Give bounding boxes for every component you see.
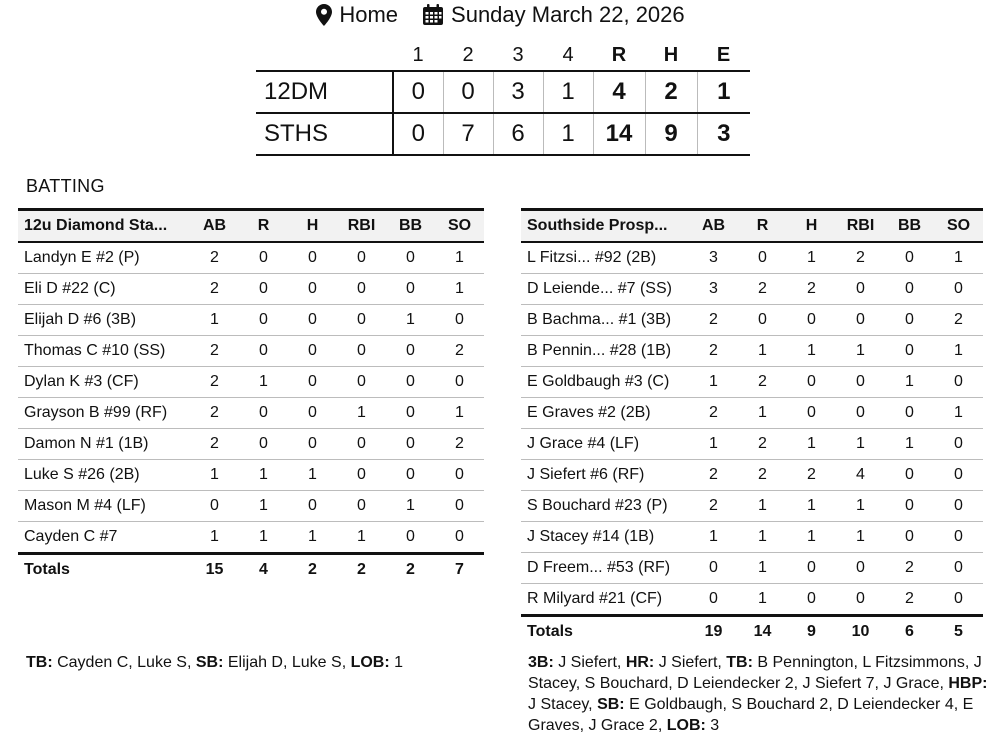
totals-label: Totals [527, 623, 573, 640]
stat-cell: 2 [905, 590, 914, 607]
batter-name: D Freem... #53 (RF) [527, 559, 671, 576]
stat-cell: 1 [856, 528, 865, 545]
col-header: H [805, 217, 818, 234]
inning-score: 0 [393, 71, 443, 113]
batter-row [521, 367, 983, 398]
stat-cell: 1 [807, 528, 816, 545]
stat-cell: 0 [308, 311, 317, 328]
total-cell: 5 [954, 623, 963, 640]
stat-cell: 0 [357, 311, 366, 328]
stat-cell: 1 [954, 404, 963, 421]
stat-cell: 1 [905, 435, 914, 452]
stat-cell: 1 [308, 528, 317, 545]
stat-cell: 0 [954, 559, 963, 576]
stat-cell: 0 [905, 311, 914, 328]
stat-cell: 0 [856, 404, 865, 421]
batter-name: Dylan K #3 (CF) [24, 373, 139, 390]
stat-cell: 1 [259, 373, 268, 390]
stat-cell: 1 [758, 559, 767, 576]
stat-cell: 2 [455, 435, 464, 452]
stat-cell: 0 [406, 528, 415, 545]
total-cell: 7 [455, 561, 464, 578]
note-text: Cayden C, Luke S, [52, 654, 196, 671]
stat-cell: 0 [905, 497, 914, 514]
batter-name: E Goldbaugh #3 (C) [527, 373, 670, 390]
stat-cell: 2 [455, 342, 464, 359]
stat-cell: 1 [210, 528, 219, 545]
away-batting-table [18, 208, 484, 585]
inning-header: 1 [412, 43, 424, 66]
col-header: R [756, 217, 769, 234]
team-name: STHS [256, 113, 393, 155]
stat-cell: 1 [856, 342, 865, 359]
stat-cell: 1 [856, 497, 865, 514]
errors-total: 3 [717, 120, 731, 147]
note-label: HBP: [948, 675, 988, 692]
stat-cell: 4 [856, 466, 865, 483]
batter-row [18, 522, 484, 554]
note-text: 3 [705, 717, 720, 734]
batter-row [521, 274, 983, 305]
batter-row [521, 336, 983, 367]
stat-cell: 0 [406, 249, 415, 266]
stat-cell: 0 [406, 373, 415, 390]
stat-cell: 0 [357, 497, 366, 514]
note-label: SB: [597, 696, 625, 713]
total-cell: 2 [357, 561, 366, 578]
batter-row [521, 460, 983, 491]
stat-cell: 1 [807, 342, 816, 359]
stat-cell: 0 [856, 280, 865, 297]
stat-cell: 1 [758, 342, 767, 359]
stat-cell: 2 [807, 466, 816, 483]
stat-cell: 1 [357, 404, 366, 421]
total-cell: 15 [205, 561, 224, 578]
line-score-corner [256, 40, 393, 71]
note-text: B Pennington, L Fitzsimmons, J Stacey, S Bouchard, D Leiendecker 2, J Siefert 7, J Grace, [528, 654, 982, 692]
stat-cell: 2 [709, 466, 718, 483]
stat-cell: 0 [455, 373, 464, 390]
stat-cell: 2 [758, 373, 767, 390]
stat-cell: 0 [259, 342, 268, 359]
location-group [316, 2, 398, 28]
stat-cell: 0 [807, 590, 816, 607]
batter-row [521, 305, 983, 336]
stat-cell: 0 [406, 466, 415, 483]
team-header: 12u Diamond Sta... [24, 217, 168, 234]
note-label: LOB: [666, 717, 706, 734]
note-text: E Goldbaugh, S Bouchard 2, D Leiendecker 4, E Graves, J Grace 2, [528, 696, 974, 734]
stat-cell: 0 [807, 311, 816, 328]
batter-name: Eli D #22 (C) [24, 280, 116, 297]
stat-cell: 0 [905, 249, 914, 266]
batter-row [521, 584, 983, 616]
batter-row [18, 491, 484, 522]
stat-cell: 0 [954, 528, 963, 545]
stat-cell: 0 [406, 435, 415, 452]
batter-row [18, 398, 484, 429]
stat-cell: 0 [954, 497, 963, 514]
stat-cell: 0 [308, 249, 317, 266]
batter-row [18, 336, 484, 367]
stat-cell: 2 [210, 435, 219, 452]
stat-cell: 0 [905, 404, 914, 421]
col-header: R [257, 217, 270, 234]
stat-cell: 0 [259, 404, 268, 421]
stat-cell: 1 [357, 528, 366, 545]
stat-cell: 3 [709, 249, 718, 266]
inning-header: 2 [462, 43, 474, 66]
batter-name: J Stacey #14 (1B) [527, 528, 655, 545]
runs-total: 4 [593, 71, 645, 113]
total-cell: 19 [704, 623, 723, 640]
stat-cell: 0 [455, 528, 464, 545]
stat-cell: 0 [406, 342, 415, 359]
inning-score: 1 [561, 78, 575, 105]
runs-header: R [611, 43, 627, 66]
col-header: SO [447, 217, 472, 234]
stat-cell: 1 [210, 466, 219, 483]
note-label: TB: [726, 654, 753, 671]
col-header: RBI [347, 217, 376, 234]
game-header [0, 0, 1001, 30]
stat-cell: 0 [259, 249, 268, 266]
runs-total: 14 [593, 113, 645, 155]
stat-cell: 2 [210, 280, 219, 297]
stat-cell: 2 [758, 466, 767, 483]
stat-cell: 2 [210, 249, 219, 266]
batter-name: E Graves #2 (2B) [527, 404, 651, 421]
stat-cell: 0 [758, 249, 767, 266]
batting-header-row [521, 210, 983, 243]
stat-cell: 2 [954, 311, 963, 328]
errors-header: E [716, 43, 731, 66]
total-cell: 4 [259, 561, 268, 578]
totals-row [18, 554, 484, 586]
stat-cell: 3 [709, 280, 718, 297]
inning-score: 6 [493, 113, 543, 155]
col-header: RBI [846, 217, 875, 234]
stat-cell: 0 [807, 559, 816, 576]
stat-cell: 0 [259, 311, 268, 328]
total-cell: 2 [308, 561, 317, 578]
stat-cell: 0 [259, 280, 268, 297]
team-name: 12DM [256, 71, 393, 113]
stat-cell: 0 [357, 373, 366, 390]
stat-cell: 2 [709, 497, 718, 514]
line-score-table [256, 40, 750, 156]
stat-cell: 0 [210, 497, 219, 514]
stat-cell: 0 [709, 559, 718, 576]
stat-cell: 0 [406, 280, 415, 297]
stat-cell: 0 [357, 249, 366, 266]
stat-cell: 1 [259, 497, 268, 514]
stat-cell: 2 [905, 559, 914, 576]
col-header: H [306, 217, 319, 234]
col-header: BB [897, 217, 922, 234]
stat-cell: 2 [709, 404, 718, 421]
stat-cell: 1 [758, 404, 767, 421]
map-pin-icon [316, 4, 332, 26]
total-cell: 10 [851, 623, 870, 640]
inning-header: 3 [512, 43, 524, 66]
batter-name: B Pennin... #28 (1B) [527, 342, 672, 359]
total-cell: 14 [753, 623, 772, 640]
batter-name: Damon N #1 (1B) [24, 435, 149, 452]
hits-total: 2 [645, 71, 697, 113]
batting-header-row [18, 210, 484, 243]
batter-name: B Bachma... #1 (3B) [527, 311, 672, 328]
hits-total: 9 [645, 113, 697, 155]
stat-cell: 0 [954, 590, 963, 607]
stat-cell: 0 [357, 280, 366, 297]
note-text: J Stacey, [528, 696, 598, 713]
totals-label: Totals [24, 561, 70, 578]
stat-cell: 0 [308, 435, 317, 452]
batter-name: Mason M #4 (LF) [24, 497, 146, 514]
note-label: SB: [195, 654, 224, 671]
batter-row [521, 398, 983, 429]
location-text: Home [339, 2, 399, 27]
stat-cell: 0 [455, 311, 464, 328]
batting-title: BATTING [26, 176, 105, 196]
stat-cell: 2 [758, 280, 767, 297]
stat-cell: 1 [709, 373, 718, 390]
line-score-row-home [256, 113, 750, 155]
note-text: Elijah D, Luke S, [223, 654, 351, 671]
batter-name: L Fitzsi... #92 (2B) [527, 249, 657, 266]
stat-cell: 0 [259, 435, 268, 452]
batter-row [521, 429, 983, 460]
batter-row [521, 553, 983, 584]
inning-score: 1 [561, 120, 575, 147]
note-label: LOB: [350, 654, 390, 671]
col-header: AB [202, 217, 227, 234]
stat-cell: 1 [758, 590, 767, 607]
stat-cell: 0 [856, 559, 865, 576]
batter-name: Landyn E #2 (P) [24, 249, 140, 266]
note-text: J Siefert, [654, 654, 727, 671]
stat-cell: 0 [905, 528, 914, 545]
stat-cell: 0 [406, 404, 415, 421]
stat-cell: 1 [807, 497, 816, 514]
batter-name: Grayson B #99 (RF) [24, 404, 168, 421]
stat-cell: 2 [758, 435, 767, 452]
stat-cell: 1 [259, 528, 268, 545]
date-group [422, 2, 685, 28]
stat-cell: 0 [905, 342, 914, 359]
batter-row [18, 460, 484, 491]
stat-cell: 2 [210, 373, 219, 390]
stat-cell: 0 [954, 435, 963, 452]
stat-cell: 0 [455, 466, 464, 483]
col-header: BB [398, 217, 423, 234]
stat-cell: 1 [954, 249, 963, 266]
batter-row [521, 522, 983, 553]
note-label: TB: [26, 654, 53, 671]
stat-cell: 0 [807, 373, 816, 390]
stat-cell: 0 [455, 497, 464, 514]
stat-cell: 1 [709, 528, 718, 545]
batter-name: Cayden C #7 [24, 528, 118, 545]
batter-name: Luke S #26 (2B) [24, 466, 140, 483]
batter-name: Thomas C #10 (SS) [24, 342, 166, 359]
note-text: J Siefert, [553, 654, 626, 671]
stat-cell: 1 [455, 280, 464, 297]
batter-row [18, 305, 484, 336]
stat-cell: 0 [357, 342, 366, 359]
batter-name: J Grace #4 (LF) [527, 435, 640, 452]
col-header: AB [701, 217, 726, 234]
stat-cell: 0 [357, 435, 366, 452]
stat-cell: 0 [308, 373, 317, 390]
total-cell: 6 [905, 623, 914, 640]
home-batting-table [521, 208, 983, 647]
batter-name: D Leiende... #7 (SS) [527, 280, 672, 297]
errors-total: 1 [717, 78, 731, 105]
stat-cell: 0 [954, 373, 963, 390]
stat-cell: 0 [357, 466, 366, 483]
date-text: Sunday March 22, 2026 [451, 2, 685, 27]
stat-cell: 1 [758, 497, 767, 514]
batter-name: S Bouchard #23 (P) [527, 497, 668, 514]
stat-cell: 1 [308, 466, 317, 483]
stat-cell: 1 [210, 311, 219, 328]
stat-cell: 0 [856, 590, 865, 607]
stat-cell: 0 [758, 311, 767, 328]
stat-cell: 0 [807, 404, 816, 421]
stat-cell: 0 [905, 280, 914, 297]
stat-cell: 0 [954, 466, 963, 483]
stat-cell: 0 [954, 280, 963, 297]
stat-cell: 0 [856, 373, 865, 390]
note-label: HR: [625, 654, 655, 671]
batter-row [521, 491, 983, 522]
stat-cell: 2 [709, 342, 718, 359]
total-cell: 2 [406, 561, 415, 578]
home-batting-notes [528, 652, 988, 736]
stat-cell: 2 [210, 404, 219, 421]
stat-cell: 0 [308, 404, 317, 421]
inning-score: 0 [393, 113, 443, 155]
stat-cell: 1 [709, 435, 718, 452]
batter-name: R Milyard #21 (CF) [527, 590, 663, 607]
stat-cell: 1 [259, 466, 268, 483]
batter-name: Elijah D #6 (3B) [24, 311, 137, 328]
stat-cell: 1 [954, 342, 963, 359]
stat-cell: 1 [455, 249, 464, 266]
calendar-icon [422, 4, 444, 26]
stat-cell: 1 [856, 435, 865, 452]
batter-name: J Siefert #6 (RF) [527, 466, 645, 483]
away-batting-notes [26, 652, 496, 673]
batter-row [18, 429, 484, 460]
batter-row [18, 367, 484, 398]
stat-cell: 1 [406, 497, 415, 514]
stat-cell: 2 [210, 342, 219, 359]
total-cell: 9 [807, 623, 816, 640]
team-header: Southside Prosp... [527, 217, 668, 234]
stat-cell: 1 [807, 249, 816, 266]
note-text: 1 [389, 654, 404, 671]
stat-cell: 1 [406, 311, 415, 328]
inning-header: 4 [562, 43, 574, 66]
col-header: SO [946, 217, 971, 234]
inning-score: 3 [493, 71, 543, 113]
line-score-header [256, 40, 750, 71]
inning-score: 7 [443, 113, 493, 155]
stat-cell: 1 [758, 528, 767, 545]
batter-row [521, 242, 983, 274]
inning-score: 0 [443, 71, 493, 113]
stat-cell: 1 [905, 373, 914, 390]
batter-row [18, 274, 484, 305]
stat-cell: 2 [807, 280, 816, 297]
note-label: 3B: [528, 654, 554, 671]
stat-cell: 0 [856, 311, 865, 328]
totals-row [521, 616, 983, 648]
stat-cell: 0 [709, 590, 718, 607]
stat-cell: 0 [308, 497, 317, 514]
stat-cell: 1 [455, 404, 464, 421]
line-score-row-away [256, 71, 750, 113]
stat-cell: 0 [905, 466, 914, 483]
stat-cell: 2 [709, 311, 718, 328]
stat-cell: 2 [856, 249, 865, 266]
batter-row [18, 242, 484, 274]
stat-cell: 1 [807, 435, 816, 452]
stat-cell: 0 [308, 342, 317, 359]
stat-cell: 0 [308, 280, 317, 297]
hits-header: H [663, 43, 679, 66]
